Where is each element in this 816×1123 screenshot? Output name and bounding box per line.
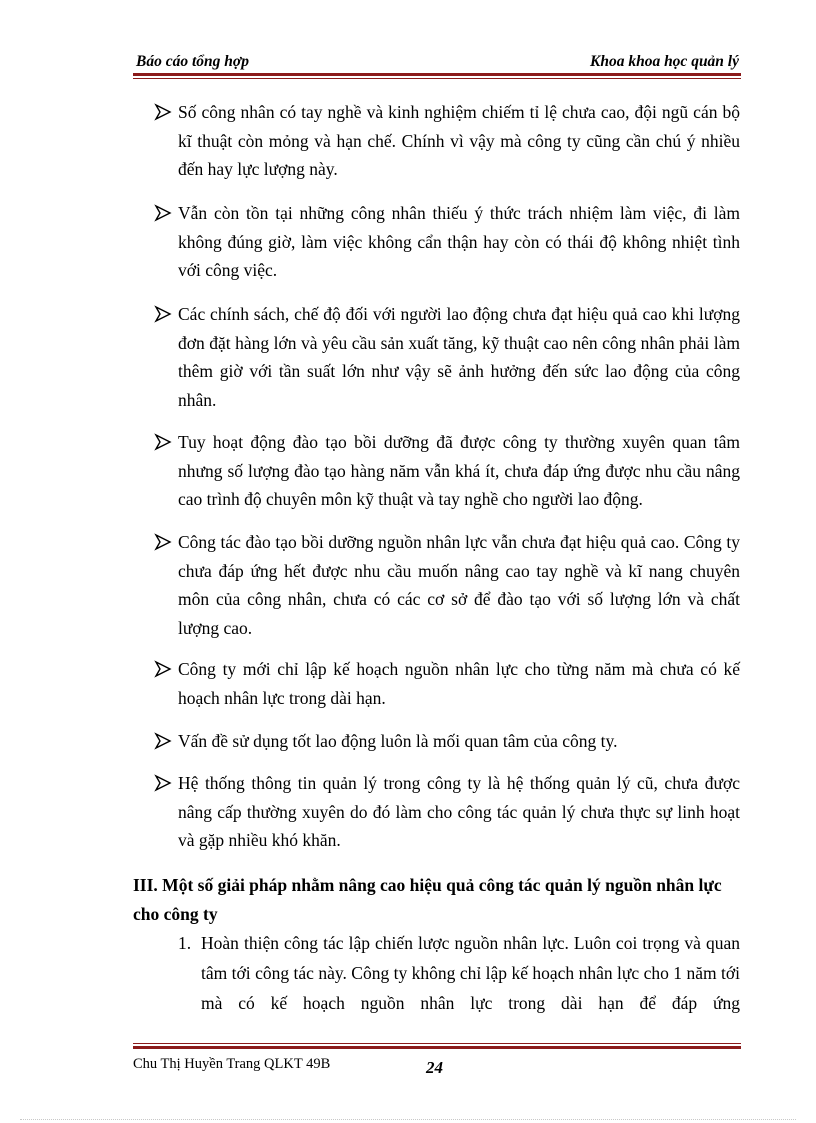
numbered-item — [178, 928, 740, 1018]
bullet-item — [154, 98, 740, 184]
bullet-text: Hệ thống thông tin quản lý trong công ty là hệ thống quản lý cũ, chưa được nâng cấp thường xuyên do đó làm cho công tác quản lý chưa thực sự linh hoạt và gặp nhiều khó khăn. — [178, 773, 740, 850]
arrow-bullet-icon — [154, 732, 172, 750]
arrow-bullet-icon — [154, 433, 172, 451]
bullet-item — [154, 199, 740, 285]
footer-rule-thin — [133, 1043, 741, 1044]
bullet-item — [154, 769, 740, 855]
bullet-text: Tuy hoạt động đào tạo bồi dưỡng đã được công ty thường xuyên quan tâm nhưng số lượng đào tạo hàng năm vẫn khá ít, chưa đáp ứng được nhu cầu nâng cao trình độ chuyên môn kỹ thuật và tay nghề cho người lao động. — [178, 432, 740, 509]
numbered-text: Hoàn thiện công tác lập chiến lược nguồn nhân lực. Luôn coi trọng và quan tâm tới công tác này. Công ty không chỉ lập kế hoạch nhân lực cho 1 năm tới mà có kế hoạch nguồn nhân lực trong dài hạn để đáp ứng — [201, 933, 740, 1013]
page-number: 24 — [426, 1058, 443, 1077]
bullet-item — [154, 528, 740, 642]
header-faculty: Khoa khoa học quản lý — [589, 53, 739, 70]
bullet-text: Số công nhân có tay nghề và kinh nghiệm chiếm tỉ lệ chưa cao, đội ngũ cán bộ kĩ thuật còn mỏng và hạn chế. Chính vì vậy mà công ty cũng cần chú ý nhiều đến hay lực lượng này. — [178, 102, 740, 179]
bullet-text: Các chính sách, chế độ đối với người lao động chưa đạt hiệu quả cao khi lượng đơn đặt hàng lớn và yêu cầu sản xuất tăng, kỹ thuật cao nên công nhân phải làm thêm giờ với tần suất lớn như vậy sẽ ảnh hưởng đến sức lao động của công nhân. — [178, 304, 740, 410]
bullet-text: Công ty mới chỉ lập kế hoạch nguồn nhân lực cho từng năm mà chưa có kế hoạch nhân lực trong dài hạn. — [178, 659, 740, 708]
bullet-text: Công tác đào tạo bồi dưỡng nguồn nhân lực vẫn chưa đạt hiệu quả cao. Công ty chưa đáp ứng hết được nhu cầu muốn nâng cao tay nghề và kĩ nang chuyên môn của công nhân, chưa có các cơ sở để đào tạo với số lượng lớn và chất lượng cao. — [178, 532, 740, 638]
arrow-bullet-icon — [154, 774, 172, 792]
bullet-item — [154, 300, 740, 414]
arrow-bullet-icon — [154, 533, 172, 551]
page-bottom-divider — [20, 1119, 796, 1120]
item-number: 1. — [178, 933, 192, 953]
arrow-bullet-icon — [154, 305, 172, 323]
bullet-text: Vấn đề sử dụng tốt lao động luôn là mối quan tâm của công ty. — [178, 731, 618, 751]
section-heading: III. Một số giải pháp nhằm nâng cao hiệu quả công tác quản lý nguồn nhân lực cho công ty — [133, 875, 722, 924]
bullet-item — [154, 655, 740, 712]
arrow-bullet-icon — [154, 204, 172, 222]
footer-author: Chu Thị Huyền Trang QLKT 49B — [133, 1056, 331, 1072]
bullet-item — [154, 727, 740, 756]
header-rule-thick — [133, 73, 741, 76]
bullet-text: Vẫn còn tồn tại những công nhân thiếu ý thức trách nhiệm làm việc, đi làm không đúng giờ, làm việc không cẩn thận hay còn có thái độ không nhiệt tình với công việc. — [178, 203, 740, 280]
header-report-title: Báo cáo tổng hợp — [136, 53, 249, 70]
arrow-bullet-icon — [154, 660, 172, 678]
bullet-item — [154, 428, 740, 514]
footer-rule-thick — [133, 1046, 741, 1049]
header-rule-thin — [133, 78, 741, 79]
arrow-bullet-icon — [154, 103, 172, 121]
